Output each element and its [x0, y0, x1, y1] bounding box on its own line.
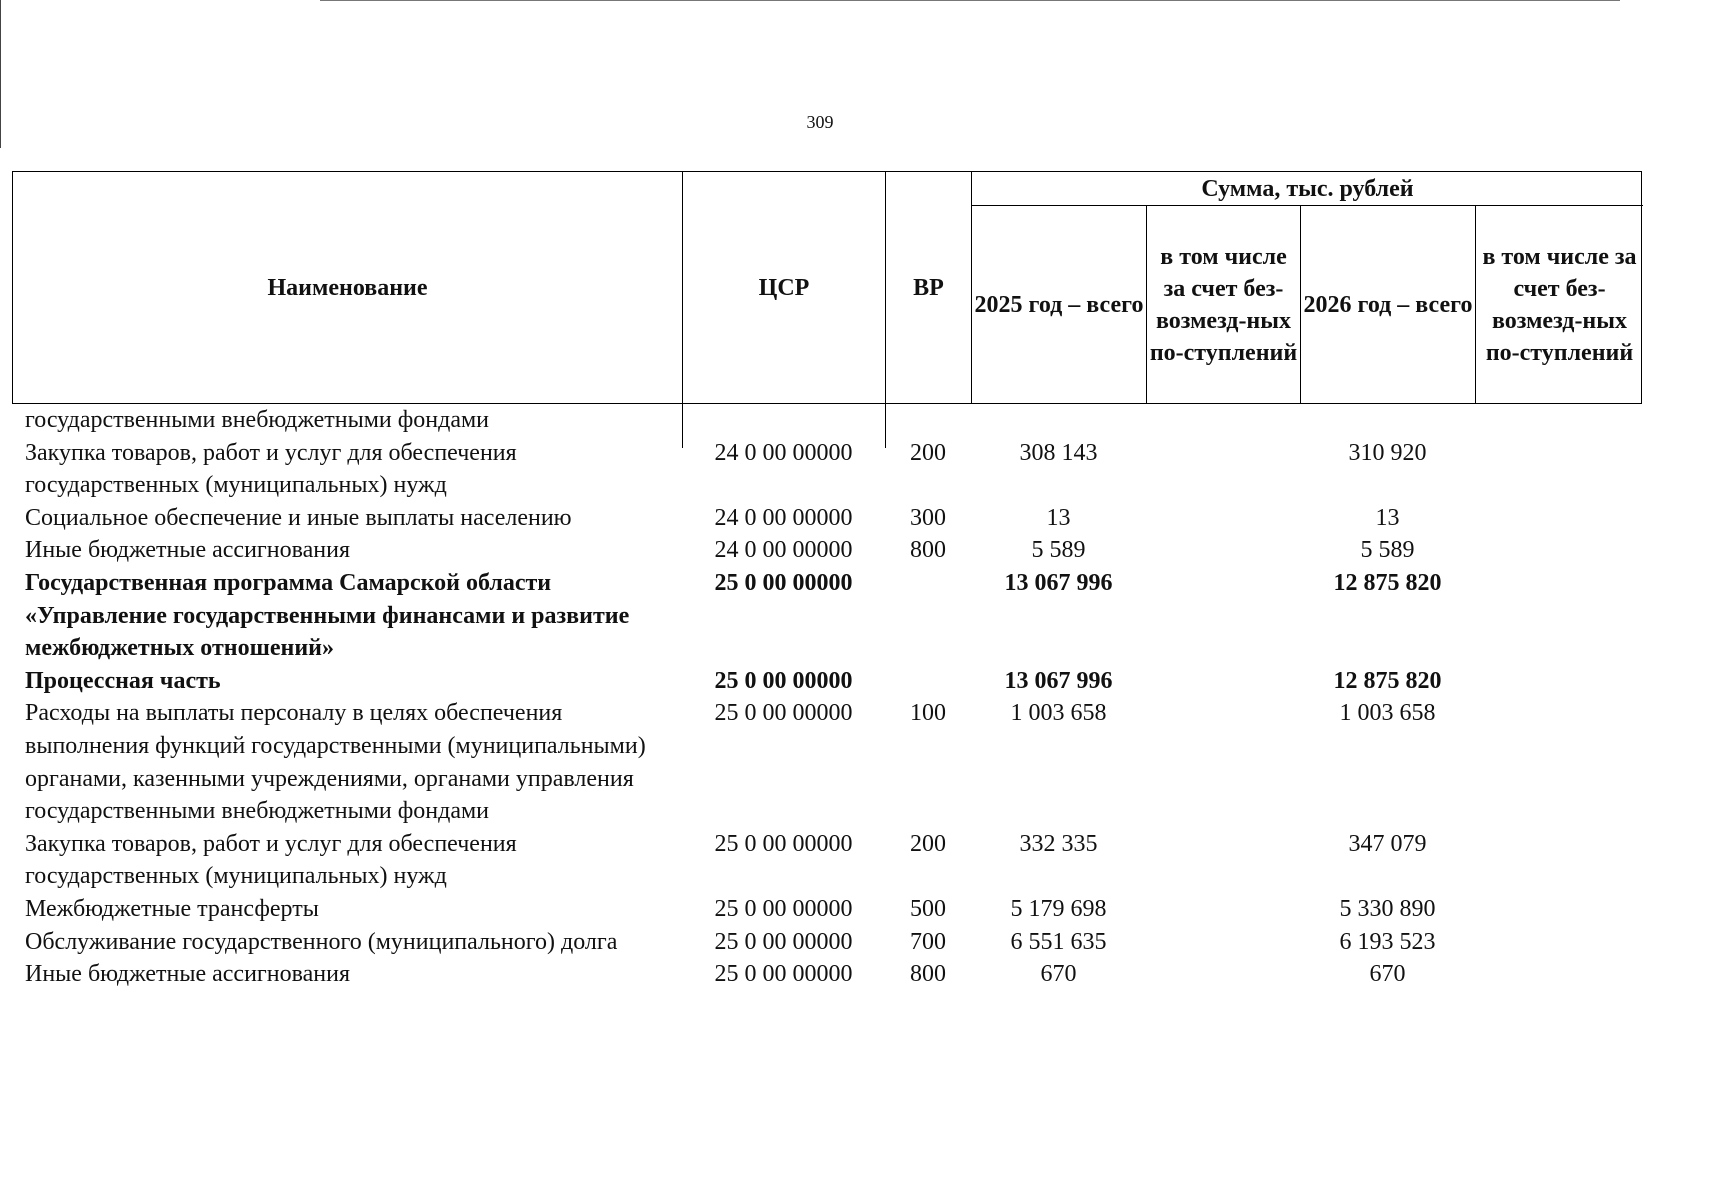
row-2026-free: [1475, 567, 1642, 665]
row-name: Расходы на выплаты персоналу в целях обеспечения выполнения функций государственными (муниципальными) органами, казенными учреждениями, органами управления государственными внебюджетными фондами: [25, 700, 646, 825]
table-header: [12, 171, 1642, 404]
row-name: Процессная часть: [25, 667, 221, 694]
row-2026-total: 12 875 820: [1333, 667, 1442, 694]
row-2025-total: 13 067 996: [1004, 667, 1113, 694]
row-2026-total: 5 589: [1360, 537, 1415, 564]
row-2026-total: 13: [1375, 504, 1400, 531]
scan-top-border: [320, 0, 1620, 1]
row-vr: [885, 665, 971, 698]
row-csr: 24 0 00 00000: [714, 439, 853, 466]
row-2025-free: [1146, 502, 1300, 535]
row-2025-total: 13 067 996: [1004, 569, 1113, 596]
row-2026-free: [1475, 665, 1642, 698]
row-2026-free: [1475, 404, 1642, 437]
row-2025-total: 5 589: [1031, 537, 1086, 564]
row-vr: 100: [910, 700, 946, 727]
header-2026-free: в том числе за счет без-возмезд-ных по-ступлений: [1482, 243, 1637, 366]
row-csr: 25 0 00 00000: [714, 569, 853, 596]
row-2026-total: 347 079: [1348, 830, 1427, 857]
row-2026-free: [1475, 534, 1642, 567]
row-2025-total: 6 551 635: [1010, 928, 1107, 955]
row-2026-total: 670: [1369, 961, 1406, 988]
row-csr: 25 0 00 00000: [714, 667, 853, 694]
row-name: государственными внебюджетными фондами: [25, 407, 490, 433]
row-2026-total: 6 193 523: [1339, 928, 1436, 955]
row-2025-total: 332 335: [1019, 830, 1098, 857]
row-2025-free: [1146, 534, 1300, 567]
row-2026-free: [1475, 437, 1642, 502]
row-2025-total: [971, 404, 1146, 437]
row-2025-free: [1146, 958, 1300, 991]
header-2025-total: 2025 год – всего: [972, 206, 1147, 403]
row-2026-free: [1475, 697, 1642, 827]
row-2025-free: [1146, 665, 1300, 698]
row-vr: 300: [910, 504, 946, 531]
row-name: Обслуживание государственного (муниципального) долга: [25, 928, 618, 955]
column-divider: [885, 404, 886, 448]
row-2026-total: 5 330 890: [1339, 895, 1436, 922]
table-row: [12, 665, 1642, 698]
row-2025-total: 5 179 698: [1010, 895, 1107, 922]
row-vr: 800: [910, 961, 946, 988]
row-2026-total: 12 875 820: [1333, 569, 1442, 596]
header-vr: ВР: [886, 172, 972, 403]
table-row: [12, 828, 1642, 893]
row-2026-free: [1475, 893, 1642, 926]
table-row: [12, 437, 1642, 502]
row-2026-free: [1475, 828, 1642, 893]
row-2025-free: [1146, 404, 1300, 437]
header-sum: Сумма, тыс. рублей: [972, 172, 1643, 206]
row-csr: 25 0 00 00000: [714, 928, 853, 955]
row-2025-total: 308 143: [1019, 439, 1098, 466]
table-row: [12, 958, 1642, 991]
row-2026-total: [1300, 404, 1475, 437]
row-vr: 800: [910, 537, 946, 564]
column-divider: [682, 404, 683, 448]
row-vr: [885, 567, 971, 665]
row-name: Государственная программа Самарской области «Управление государственными финансами и развитие межбюджетных отношений»: [25, 569, 630, 662]
row-vr: 500: [910, 895, 946, 922]
row-csr: 24 0 00 00000: [714, 504, 853, 531]
table-row: [12, 697, 1642, 827]
row-vr: 200: [910, 439, 946, 466]
row-vr: 700: [910, 928, 946, 955]
row-2026-free: [1475, 926, 1642, 959]
row-csr: [682, 404, 885, 437]
row-csr: 25 0 00 00000: [714, 895, 853, 922]
header-csr: ЦСР: [683, 172, 886, 403]
row-name: Межбюджетные трансферты: [25, 895, 319, 922]
row-2025-free: [1146, 893, 1300, 926]
row-name: Закупка товаров, работ и услуг для обеспечения государственных (муниципальных) нужд: [25, 439, 517, 499]
row-2026-total: 1 003 658: [1339, 700, 1436, 727]
row-2026-free: [1475, 958, 1642, 991]
row-2025-total: 670: [1040, 961, 1077, 988]
table-row: [12, 926, 1642, 959]
row-2025-free: [1146, 567, 1300, 665]
table-row: [12, 404, 1642, 437]
row-name: Иные бюджетные ассигнования: [25, 537, 350, 564]
row-csr: 24 0 00 00000: [714, 537, 853, 564]
row-name: Социальное обеспечение и иные выплаты населению: [25, 504, 572, 531]
row-vr: 200: [910, 830, 946, 857]
row-csr: 25 0 00 00000: [714, 830, 853, 857]
header-2025-free: в том числе за счет без-возмезд-ных по-ступлений: [1147, 206, 1301, 403]
table-row: [12, 534, 1642, 567]
row-name: Иные бюджетные ассигнования: [25, 961, 350, 988]
table-row: [12, 502, 1642, 535]
row-2026-total: 310 920: [1348, 439, 1427, 466]
row-csr: 25 0 00 00000: [714, 961, 853, 988]
row-2026-free: [1475, 502, 1642, 535]
row-2025-total: 1 003 658: [1010, 700, 1107, 727]
row-2025-free: [1146, 437, 1300, 502]
table-row: [12, 893, 1642, 926]
row-vr: [885, 404, 971, 437]
page-number: 309: [806, 112, 834, 132]
table-row: [12, 567, 1642, 665]
row-2025-total: 13: [1046, 504, 1071, 531]
table-body: [12, 404, 1642, 991]
scan-left-border: [0, 0, 1, 148]
row-2025-free: [1146, 926, 1300, 959]
row-name: Закупка товаров, работ и услуг для обеспечения государственных (муниципальных) нужд: [25, 830, 517, 890]
row-2025-free: [1146, 697, 1300, 827]
row-2025-free: [1146, 828, 1300, 893]
header-2026-total: 2026 год – всего: [1301, 206, 1476, 403]
header-name: Наименование: [13, 172, 683, 403]
row-csr: 25 0 00 00000: [714, 700, 853, 727]
